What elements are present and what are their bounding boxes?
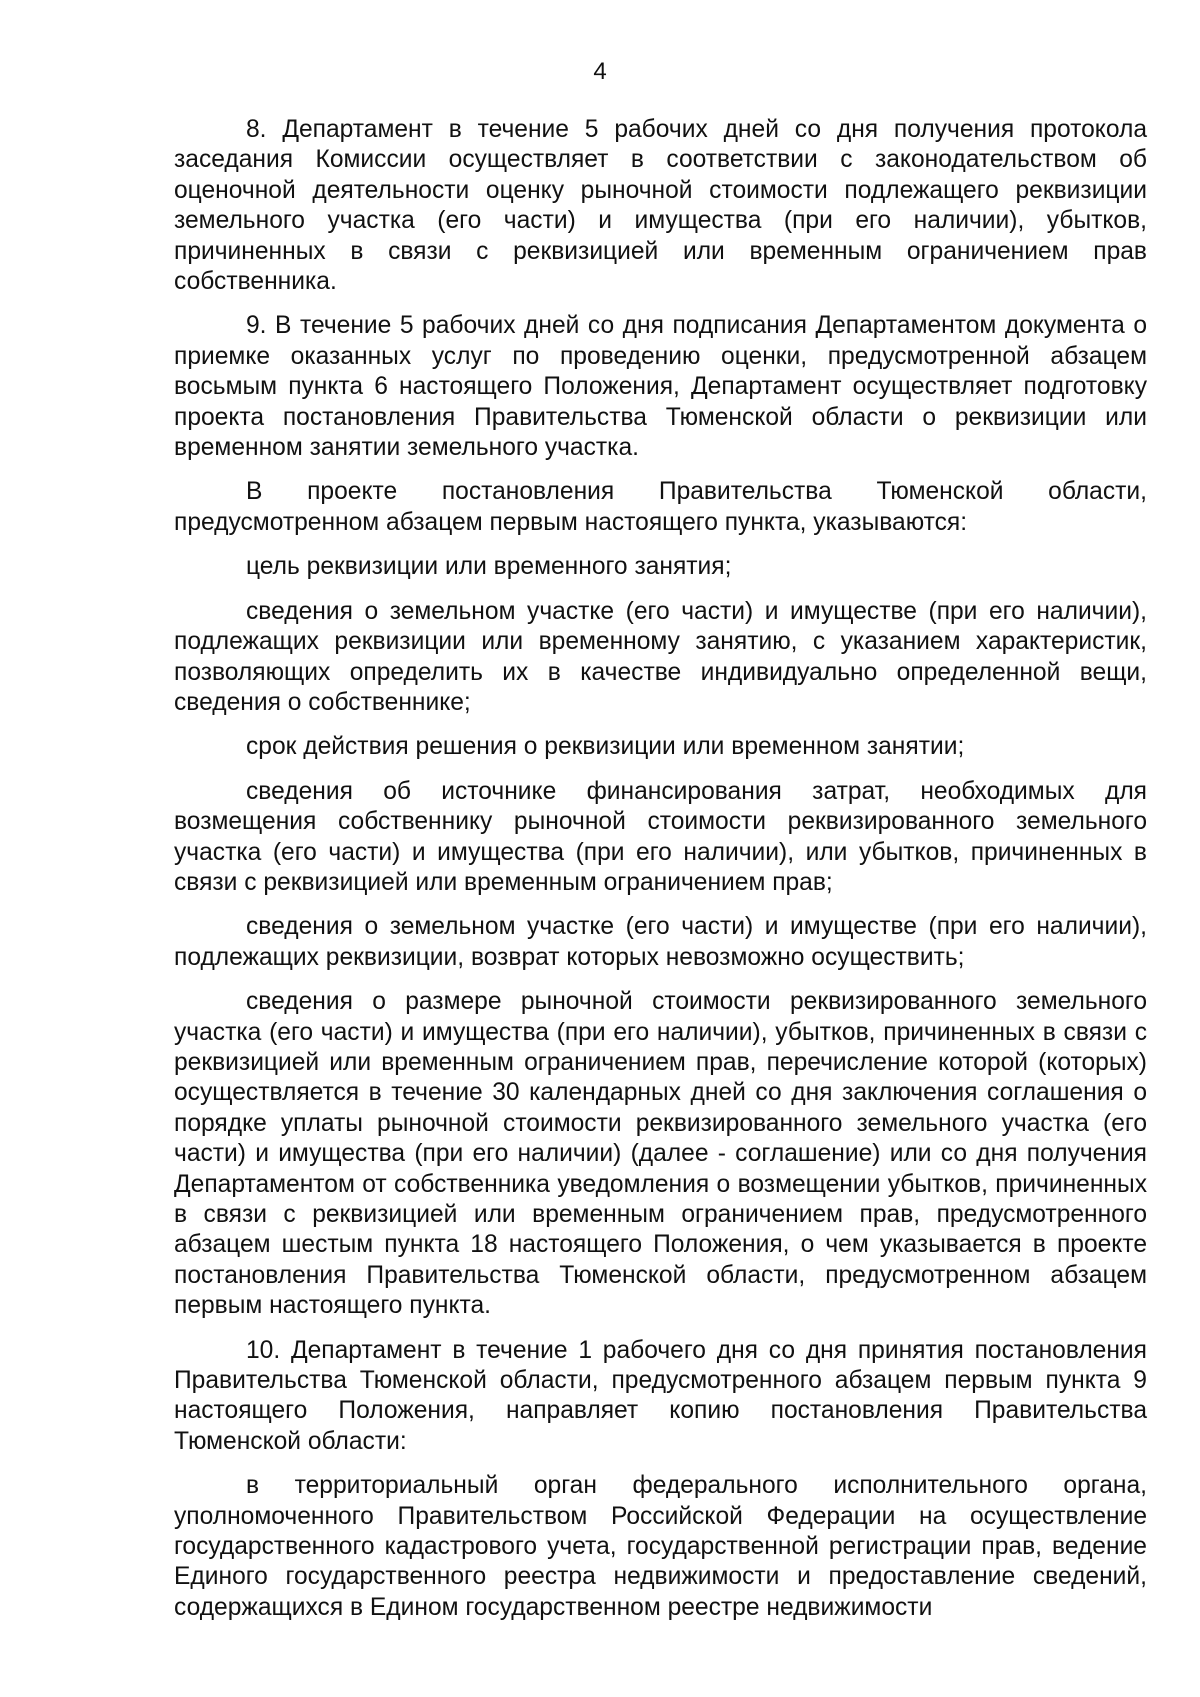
list-item-purpose: цель реквизиции или временного занятия; — [246, 553, 732, 581]
list-item-market-value: сведения о размере рыночной стоимости реквизированного земельного участка (его части) и имущества (при его наличии), убытков, причиненных в связи с реквизицией или временным ограничением прав, перечисление которой (которых) осуществляется в течение 30 календарных дней со дня заключения соглашения о порядке уплаты рыночной стоимости реквизированного земельного участка (его части) и имущества (при его наличии) (далее - соглашение) или со дня получения Департаментом от собственника уведомления о возмещении убытков, причиненных в связи с реквизицией или временным ограничением прав, предусмотренного абзацем шестым пункта 18 настоящего Положения, о чем указывается в проекте постановления Правительства Тюменской области, предусмотренном абзацем первым настоящего пункта. — [174, 988, 1147, 1320]
page-number: 4 — [593, 58, 607, 85]
paragraph-9-project-intro: В проекте постановления Правительства Тюменской области, предусмотренном абзацем первым настоящего пункта, указываются: — [174, 478, 1147, 536]
list-item-territorial-body: в территориальный орган федерального исполнительного органа, уполномоченного Правительством Российской Федерации на осуществление государственного кадастрового учета, государственной регистрации прав, ведение Единого государственного реестра недвижимости и предоставление сведений, содержащихся в Едином государственном реестре недвижимости — [174, 1472, 1147, 1621]
document-body — [174, 115, 1147, 1637]
list-item-term: срок действия решения о реквизиции или временном занятии; — [246, 733, 965, 761]
list-item-funding: сведения об источнике финансирования затрат, необходимых для возмещения собственнику рыночной стоимости реквизированного земельного участка (его части) и имущества (при его наличии), или убытков, причиненных в связи с реквизицией или временным ограничением прав; — [174, 777, 1147, 896]
paragraph-10: 10. Департамент в течение 1 рабочего дня со дня принятия постановления Правительства Тюменской области, предусмотренного абзацем первым пункта 9 настоящего Положения, направляет копию постановления Правительства Тюменской области: — [174, 1336, 1147, 1455]
list-item-non-returnable: сведения о земельном участке (его части) и имуществе (при его наличии), подлежащих реквизиции, возврат которых невозможно осуществить; — [174, 913, 1147, 971]
paragraph-8: 8. Департамент в течение 5 рабочих дней со дня получения протокола заседания Комиссии осуществляет в соответствии с законодательством об оценочной деятельности оценку рыночной стоимости подлежащего реквизиции земельного участка (его части) и имущества (при его наличии), убытков, причиненных в связи с реквизицией или временным ограничением прав собственника. — [174, 116, 1147, 296]
paragraph-9: 9. В течение 5 рабочих дней со дня подписания Департаментом документа о приемке оказанных услуг по проведению оценки, предусмотренной абзацем восьмым пункта 6 настоящего Положения, Департамент осуществляет подготовку проекта постановления Правительства Тюменской области о реквизиции или временном занятии земельного участка. — [174, 312, 1147, 462]
list-item-land-info: сведения о земельном участке (его части) и имуществе (при его наличии), подлежащих реквизиции или временному занятию, с указанием характеристик, позволяющих определить их в качестве индивидуально определенной вещи, сведения о собственнике; — [174, 597, 1147, 716]
